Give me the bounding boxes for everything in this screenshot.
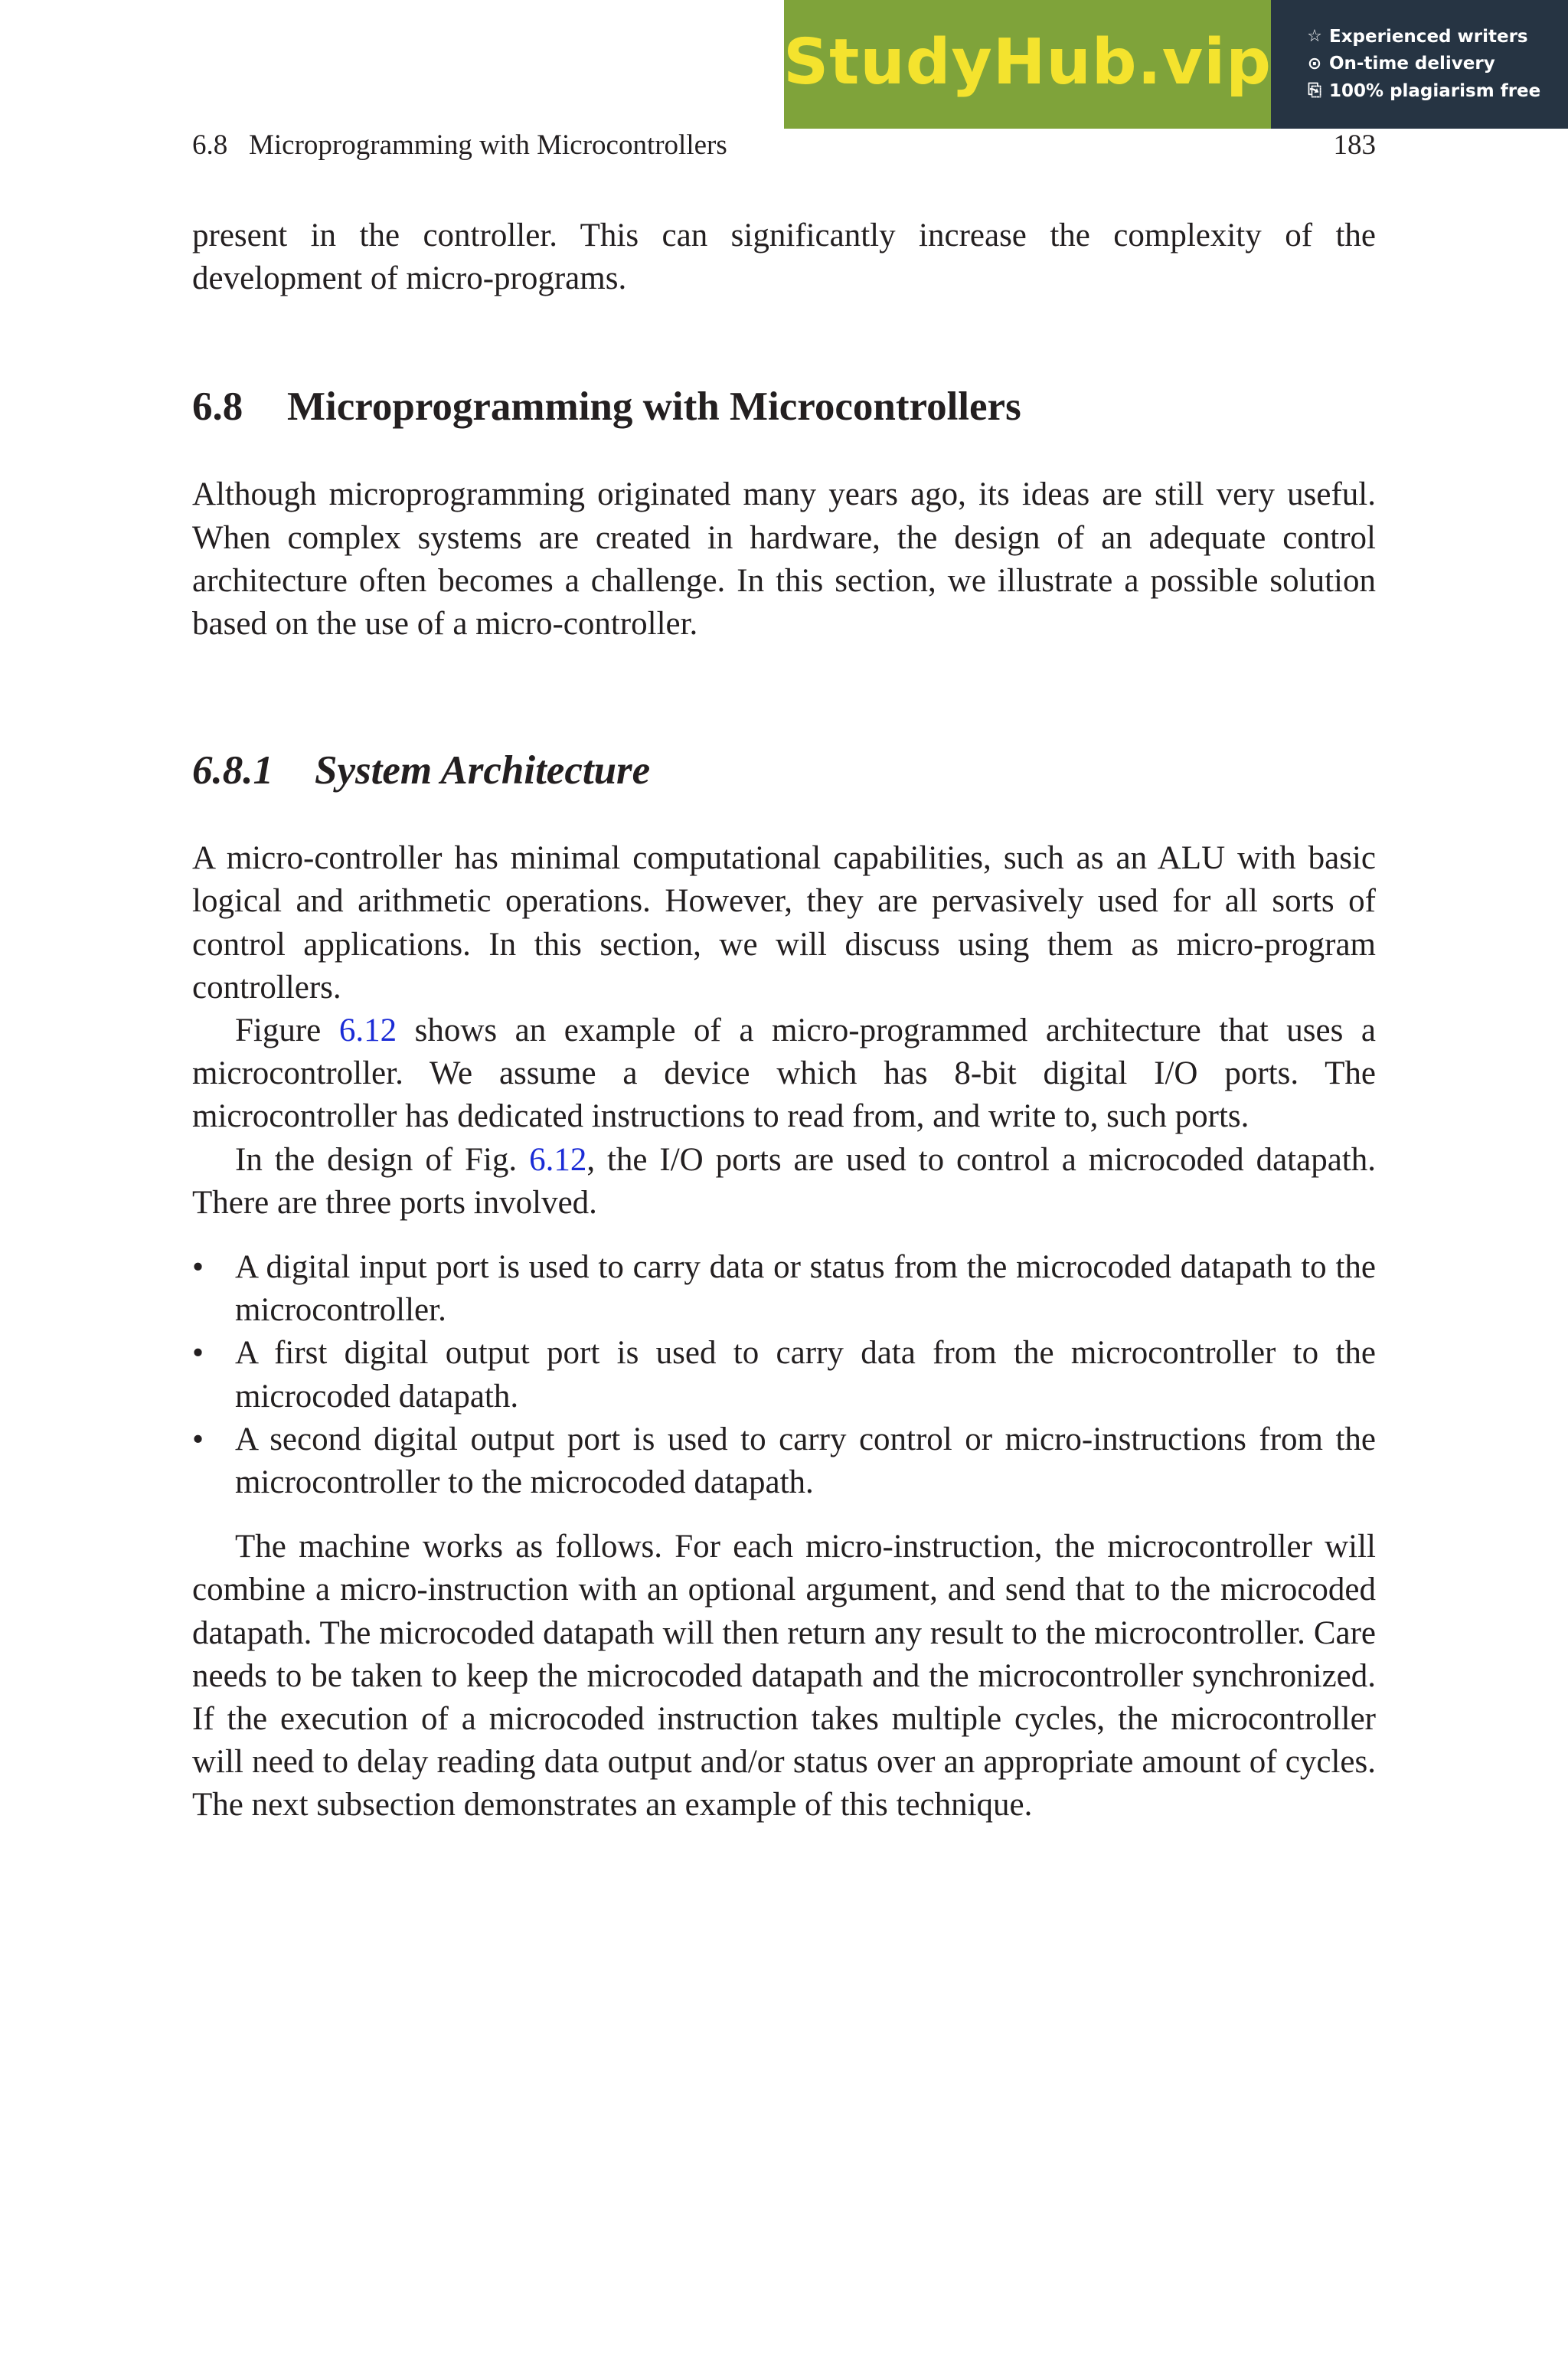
banner-features <box>1271 0 1568 129</box>
subsection-paragraph-1: A micro-controller has minimal computational capabilities, such as an ALU with basic logical and arithmetic operations. However, they are pervasively used for all sorts of control applications. In this section, we will discuss using them as micro-program controllers. <box>192 840 1376 1006</box>
logo-text: StudyHub.vip <box>783 26 1272 99</box>
subsection-title: System Architecture <box>315 748 651 793</box>
bullet-icon: • <box>192 1335 204 1372</box>
running-head-section: 6.8 Microprogramming with Microcontrollers <box>192 129 727 161</box>
list-item <box>192 1332 1376 1418</box>
text-run: Figure <box>235 1012 339 1049</box>
subsection-paragraph-2 <box>192 1009 1376 1139</box>
feature-label: Experienced writers <box>1329 26 1528 47</box>
section-title: Microprogramming with Microcontrollers <box>287 384 1021 430</box>
bullet-icon: • <box>192 1421 204 1457</box>
clock-icon: ⊙ <box>1307 54 1322 74</box>
section-heading <box>192 381 1376 432</box>
figure-link[interactable]: 6.12 <box>529 1141 587 1178</box>
star-icon: ☆ <box>1307 27 1322 47</box>
feature-plagiarism-free <box>1305 81 1568 103</box>
document-icon: ⎘ <box>1308 81 1321 101</box>
section-number: 6.8 <box>192 384 243 430</box>
subsection-number: 6.8.1 <box>192 748 273 793</box>
list-item-text: A second digital output port is used to carry control or micro-instructions from the microcontroller to the microcoded datapath. <box>235 1421 1376 1501</box>
page-number: 183 <box>1333 129 1376 161</box>
studyhub-logo[interactable] <box>784 0 1271 129</box>
subsection-paragraph-3 <box>192 1139 1376 1225</box>
studyhub-banner[interactable] <box>784 0 1568 129</box>
text-run: In the design of Fig. <box>235 1141 530 1178</box>
list-item-text: A first digital output port is used to carry data from the microcontroller to the microcoded datapath. <box>235 1335 1376 1415</box>
port-list <box>192 1246 1376 1504</box>
feature-experienced-writers <box>1305 27 1568 48</box>
subsection-heading <box>192 745 1376 796</box>
section-paragraph: Although microprogramming originated many years ago, its ideas are still very useful. When complex systems are created in hardware, the design of an adequate control architecture often becomes a challenge. In this section, we illustrate a possible solution based on the use of a micro-controller. <box>192 476 1376 643</box>
page-body <box>192 214 1376 1827</box>
text-run: shows an example of a micro-programmed architecture that uses a microcontroller. We assume a device which has 8-bit digital I/O ports. The microcontroller has dedicated instructions to read from, and write to, such ports. <box>192 1012 1376 1135</box>
figure-link[interactable]: 6.12 <box>338 1012 397 1049</box>
subsection-paragraph-4: The machine works as follows. For each micro-instruction, the microcontroller will combine a micro-instruction with an optional argument, and send that to the microcoded datapath. The microcoded datapath will then return any result to the microcontroller. Care needs to be taken to keep the microcoded datapath and the microcontroller synchronized. If the execution of a microcoded instruction takes multiple cycles, the microcontroller will need to delay reading data output and/or status over an appropriate amount of cycles. The next subsection demonstrates an example of this technique. <box>192 1529 1376 1824</box>
feature-label: On-time delivery <box>1329 54 1495 74</box>
list-item <box>192 1418 1376 1504</box>
feature-on-time-delivery <box>1305 54 1568 75</box>
list-item-text: A digital input port is used to carry data or status from the microcoded datapath to the microcontroller. <box>235 1249 1376 1329</box>
intro-paragraph: present in the controller. This can significantly increase the complexity of the development of micro-programs. <box>192 218 1376 297</box>
feature-label: 100% plagiarism free <box>1329 80 1541 101</box>
bullet-icon: • <box>192 1249 204 1286</box>
text-run: , the I/O ports are used to control a microcoded datapath. There are three ports involved. <box>192 1141 1376 1221</box>
running-head <box>192 129 1376 162</box>
list-item <box>192 1246 1376 1332</box>
